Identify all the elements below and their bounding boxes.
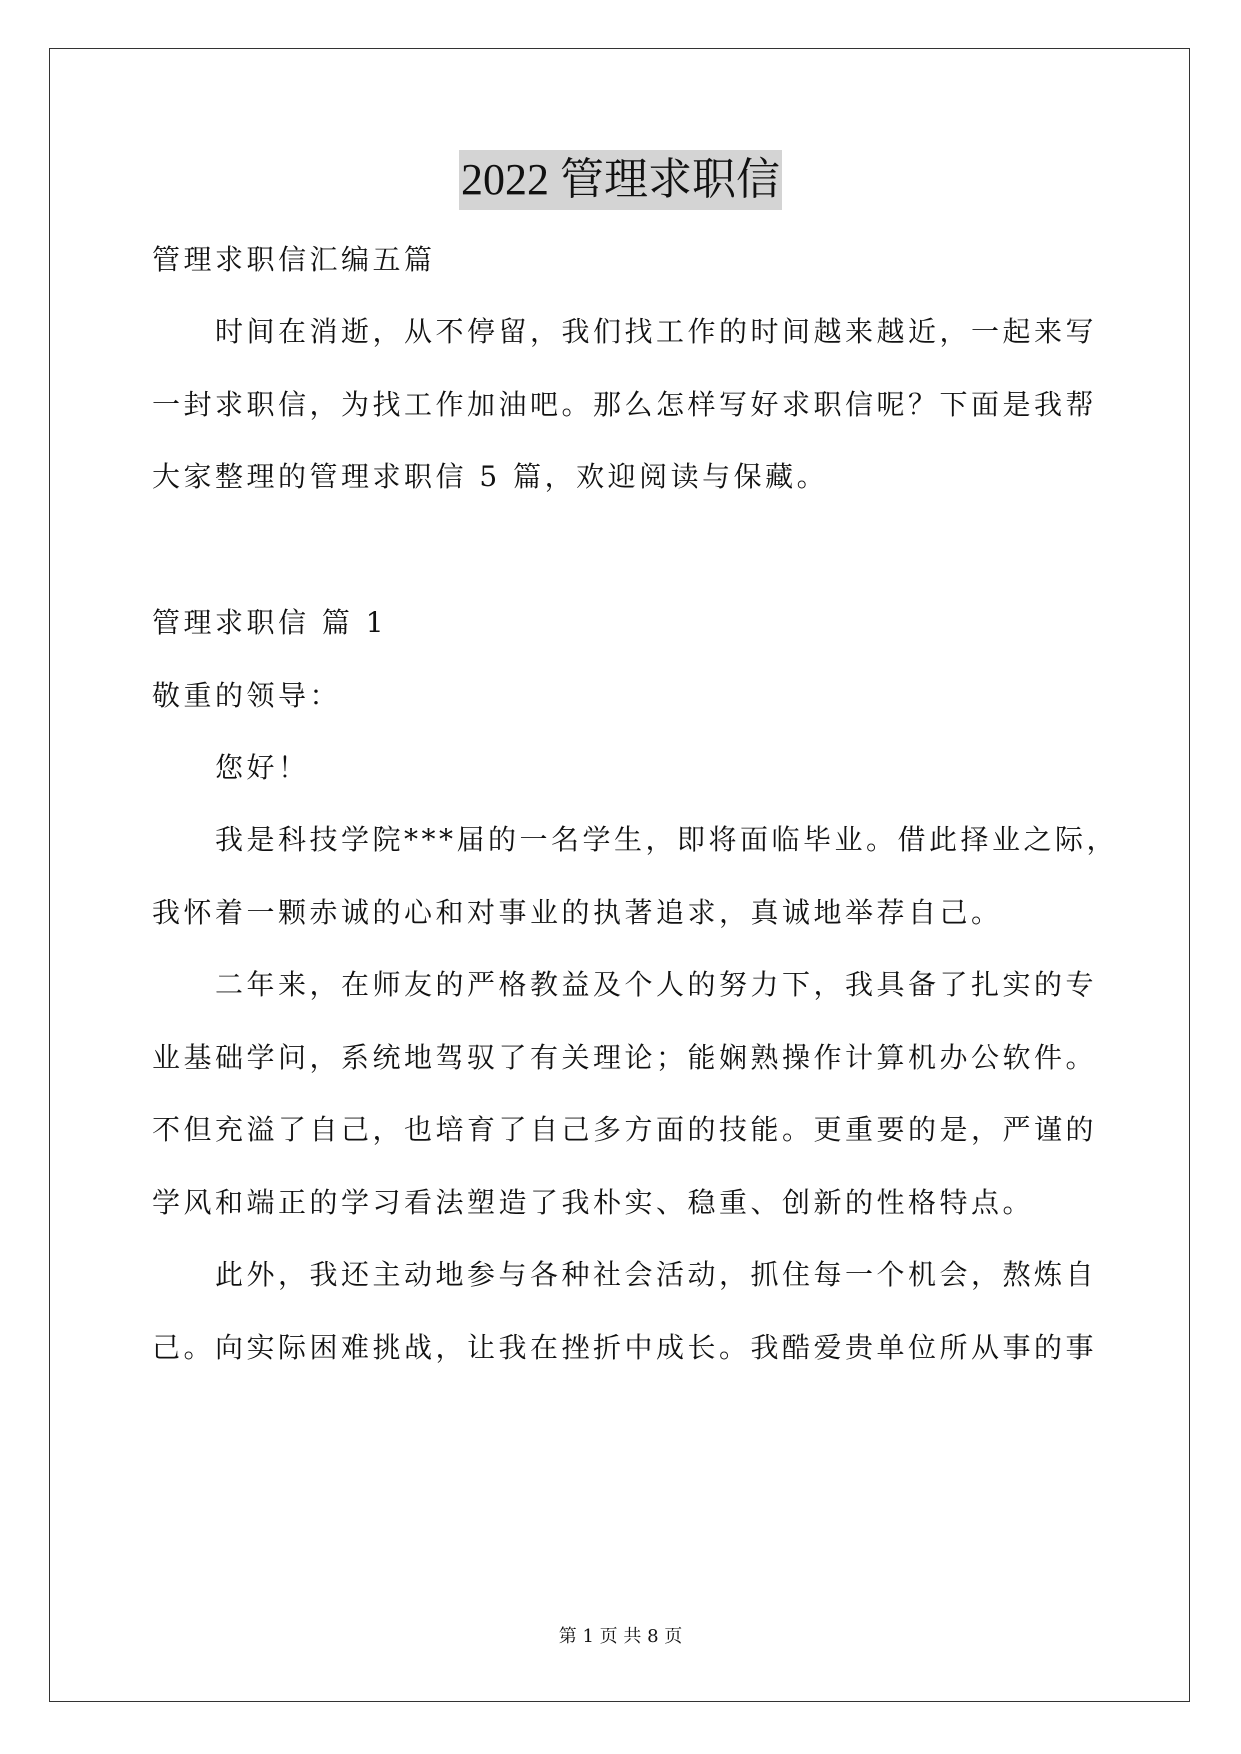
paragraph-line: 我怀着一颗赤诚的心和对事业的执著追求，真诚地举荐自己。	[152, 896, 1003, 929]
paragraph-line: 一封求职信，为找工作加油吧。那么怎样写好求职信呢？下面是我帮	[152, 388, 1098, 421]
document-title-wrap	[0, 150, 1241, 210]
section-heading: 管理求职信 篇 1	[152, 606, 388, 639]
paragraph-line: 二年来，在师友的严格教益及个人的努力下，我具备了扎实的专	[215, 968, 1098, 1001]
paragraph-line: 我是科技学院***届的一名学生，即将面临毕业。借此择业之际，	[215, 823, 1119, 856]
document-title: 2022 管理求职信	[459, 150, 782, 210]
paragraph-line: 业基础学问，系统地驾驭了有关理论；能娴熟操作计算机办公软件。	[152, 1041, 1098, 1074]
paragraph-line: 时间在消逝，从不停留，我们找工作的时间越来越近，一起来写	[215, 315, 1098, 348]
paragraph-line: 此外，我还主动地参与各种社会活动，抓住每一个机会，熬炼自	[215, 1258, 1098, 1291]
paragraph-line: 学风和端正的学习看法塑造了我朴实、稳重、创新的性格特点。	[152, 1186, 1035, 1219]
subtitle-line: 管理求职信汇编五篇	[152, 243, 436, 276]
greeting: 您好！	[215, 751, 310, 784]
salutation: 敬重的领导：	[152, 679, 342, 712]
page-border	[49, 48, 1190, 1702]
paragraph-line: 不但充溢了自己，也培育了自己多方面的技能。更重要的是，严谨的	[152, 1113, 1098, 1146]
page-footer: 第 1 页 共 8 页	[558, 1626, 683, 1647]
paragraph-line: 大家整理的管理求职信 5 篇，欢迎阅读与保藏。	[152, 460, 829, 493]
paragraph-line: 己。向实际困难挑战，让我在挫折中成长。我酷爱贵单位所从事的事	[152, 1331, 1098, 1364]
